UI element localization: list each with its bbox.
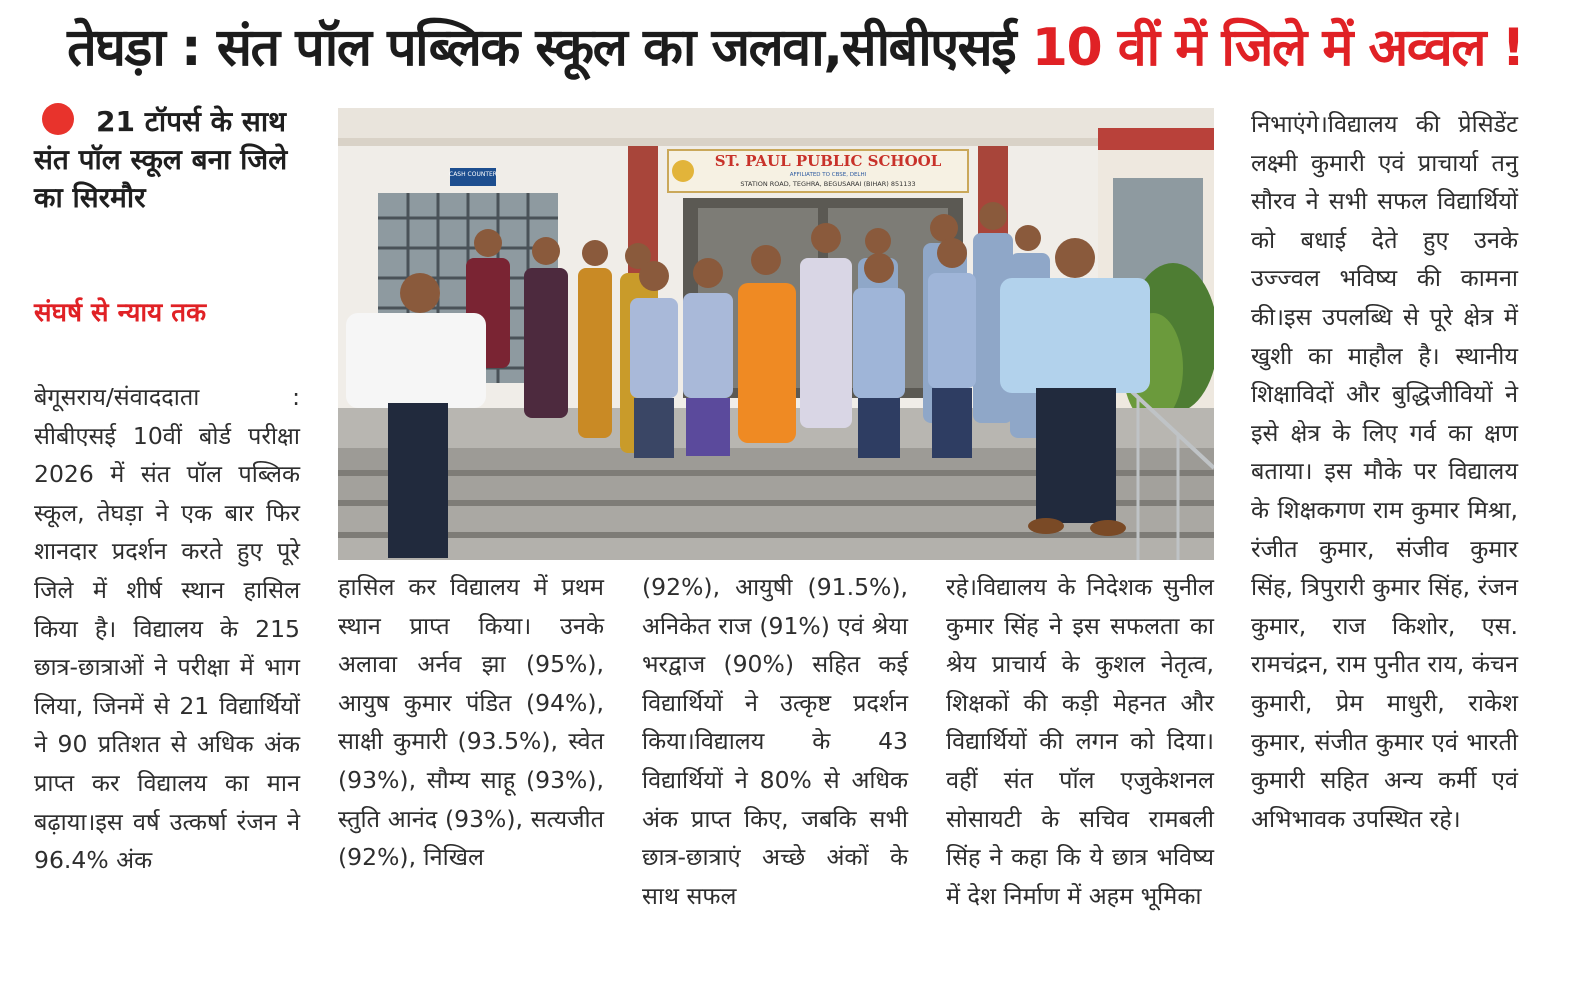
kicker-heading: संघर्ष से न्याय तक (34, 298, 207, 328)
article-column-3: (92%), आयुषी (91.5%), अनिकेत राज (91%) एवं श्रेया भरद्वाज (90%) सहित कई विद्यार्थियों ने उत्कृष्ट प्रदर्शन किया।विद्यालय के 43 विद्यार्थियों ने 80% से अधिक अंक प्राप्त किए, जबकि सभी छात्र-छात्राएं अच्छे अंकों के साथ सफल (642, 573, 908, 910)
group-photo (338, 108, 1214, 560)
article-column-4: रहे।विद्यालय के निदेशक सुनील कुमार सिंह ने इस सफलता का श्रेय प्राचार्य के कुशल नेतृत्व, शिक्षकों की कड़ी मेहनत और विद्यार्थियों की लगन को दिया। वहीं संत पॉल एजुकेशनल सोसायटी के सचिव रामबली सिंह ने कहा कि ये छात्र भविष्य में देश निर्माण में अहम भूमिका (946, 573, 1214, 910)
school-signboard-text: ST. PAUL PUBLIC SCHOOL (714, 152, 942, 170)
school-sign-affiliation: AFFILIATED TO CBSE, DELHI (789, 172, 867, 178)
article-column-1: बेगूसराय/संवाददाता : सीबीएसई 10वीं बोर्ड परीक्षा 2026 में संत पॉल पब्लिक स्कूल, तेघड़ा ने एक बार फिर शानदार प्रदर्शन करते हुए पूरे जिले में शीर्ष स्थान हासिल किया है। विद्यालय के 215 छात्र-छात्राओं ने परीक्षा में भाग लिया, जिनमें से 21 विद्यार्थियों ने 90 प्रतिशत से अधिक अंक प्राप्त कर विद्यालय का मान बढ़ाया।इस वर्ष उत्कर्षा रंजन ने 96.4% अंक (34, 383, 300, 875)
article-column-5: निभाएंगे।विद्यालय की प्रेसिडेंट लक्ष्मी कुमारी एवं प्राचार्या तनु सौरव ने सभी सफल विद्यार्थियों को बधाई देते हुए उनके उज्ज्वल भविष्य की कामना की।इस उपलब्धि से पूरे क्षेत्र में खुशी का माहौल है। स्थानीय शिक्षाविदों और बुद्धिजीवियों ने इसे क्षेत्र के लिए गर्व का क्षण बताया। इस मौके पर विद्यालय के शिक्षकगण राम कुमार मिश्रा, रंजीत कुमार, संजीव कुमार सिंह, त्रिपुरारी कुमार सिंह, रंजन कुमार, राज किशोर, एस. रामचंद्रन, राम पुनीत राय, कंचन कुमारी, प्रेम माधुरी, राकेश कुमार, संजीत कुमार एवं भारती कुमारी सहित अन्य कर्मी एवं अभिभावक उपस्थित रहे। (1251, 110, 1518, 833)
headline-red-part: 10 वीं में जिले में अव्वल ! (1031, 18, 1524, 78)
cash-counter-sign: CASH COUNTER (449, 171, 497, 178)
bullet-dot-icon (42, 103, 74, 135)
subheadline-text: 21 टॉपर्स के साथ संत पॉल स्कूल बना जिले का सिरमौर (34, 105, 288, 214)
school-sign-address: STATION ROAD, TEGHRA, BEGUSARAI (BIHAR) 851133 (740, 180, 916, 188)
article-column-2: हासिल कर विद्यालय में प्रथम स्थान प्राप्त किया। उनके अलावा अर्नव झा (95%), आयुष कुमार पंडित (94%), साक्षी कुमारी (93.5%), स्वेत (93%), सौम्य साहू (93%), स्तुति आनंद (93%), सत्यजीत (92%), निखिल (338, 573, 604, 872)
subheadline (34, 103, 309, 217)
headline (0, 10, 1591, 86)
headline-black-part: तेघड़ा : संत पॉल पब्लिक स्कूल का जलवा,सीबीएसई (67, 18, 1032, 78)
